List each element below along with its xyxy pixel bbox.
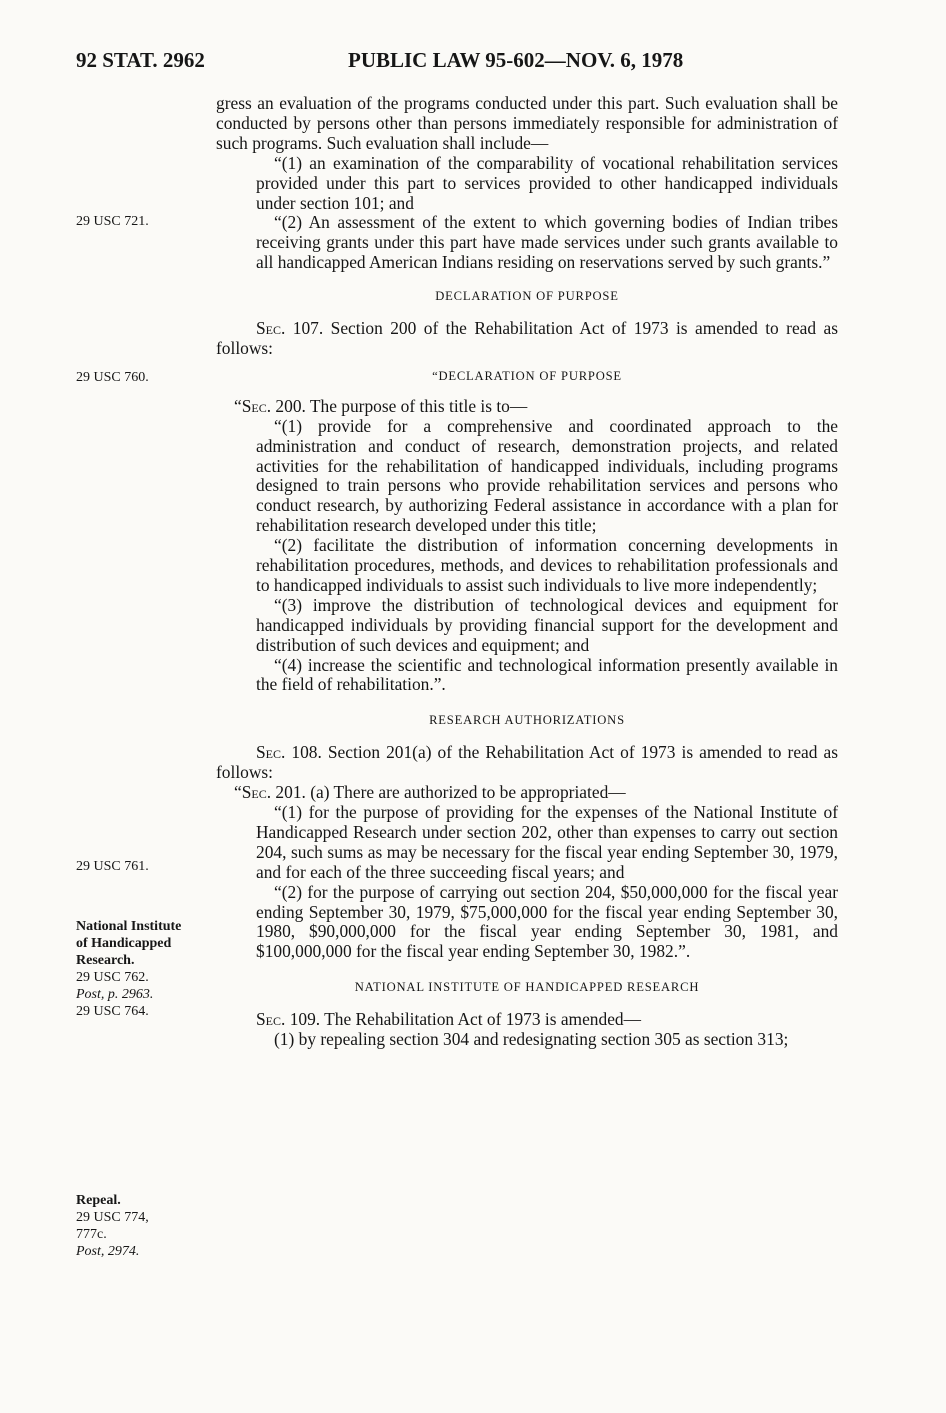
paragraph-evaluation: gress an evaluation of the programs conducted under this part. Such evaluation shall be conducted by persons other than persons immediately responsible for administration of such programs. Such evaluation shall include—	[216, 93, 838, 153]
section-label: “Sec.	[234, 782, 272, 803]
margin-note-national-institute	[76, 918, 181, 1020]
section-text: 201. (a) There are authorized to be appropriated—	[271, 782, 626, 803]
heading-declaration-of-purpose: DECLARATION OF PURPOSE	[435, 289, 619, 304]
section-text: 107. Section 200 of the Rehabilitation Act of 1973 is amended to read as follows:	[216, 318, 838, 358]
margin-line: 29 USC 764.	[76, 1004, 149, 1019]
page-header	[0, 40, 946, 80]
heading-national-institute: NATIONAL INSTITUTE OF HANDICAPPED RESEARCH	[354, 980, 700, 995]
section-text: 109. The Rehabilitation Act of 1973 is amended—	[285, 1009, 642, 1030]
margin-line: Post, p. 2963.	[76, 987, 154, 1002]
margin-line: Repeal.	[76, 1193, 121, 1208]
paragraph-purpose-1: “(1) provide for a comprehensive and coordinated approach to the administration and conduct of research, demonstration projects, and related activities for the rehabilitation of handicapped individuals, including programs designed to train persons who provide rehabilitation services and persons who conduct research, by authorizing Federal assistance in accordance with a plan for rehabilitation research developed under this title;	[256, 415, 838, 536]
paragraph-repeal: (1) by repealing section 304 and redesignating section 305 as section 313;	[274, 1029, 789, 1050]
margin-note-29-usc-761: 29 USC 761.	[76, 859, 149, 874]
margin-line: 29 USC 774,	[76, 1210, 149, 1225]
section-label: Sec.	[256, 742, 286, 763]
public-law-title: PUBLIC LAW 95-602—NOV. 6, 1978	[348, 48, 684, 72]
section-label: Sec.	[256, 1009, 286, 1030]
margin-line: Research.	[76, 953, 135, 968]
paragraph-comparability: “(1) an examination of the comparability of vocational rehabilitation services provided under this part to services provided to other handicapped individuals under section 101; and	[256, 152, 838, 213]
section-label: Sec.	[256, 318, 286, 339]
margin-line: National Institute	[76, 919, 182, 934]
section-text: 200. The purpose of this title is to—	[271, 395, 528, 416]
paragraph-purpose-4: “(4) increase the scientific and technological information presently available in the field of rehabilitation.”.	[256, 654, 838, 695]
margin-line: 777c.	[76, 1227, 107, 1242]
margin-line: of Handicapped	[76, 936, 172, 951]
paragraph-authorization-1: “(1) for the purpose of providing for the expenses of the National Institute of Handicapped Research under section 202, other than expenses to carry out section 204, such sums as may be necessary for the fiscal year ending September 30, 1979, and for each of the three succeeding fiscal years; and	[256, 802, 838, 882]
margin-note-29-usc-760: 29 USC 760.	[76, 370, 149, 385]
section-108	[216, 743, 838, 783]
paragraph-assessment: “(2) An assessment of the extent to which governing bodies of Indian tribes receiving grants under this part have made services under such grants available to all handicapped American Indians residing on reservations served by such grants.”	[256, 212, 838, 273]
section-text: 108. Section 201(a) of the Rehabilitation Act of 1973 is amended to read as follows:	[216, 742, 838, 783]
section-107	[216, 319, 838, 359]
margin-line: 29 USC 762.	[76, 970, 149, 985]
margin-note-repeal	[76, 1192, 149, 1260]
margin-note-29-usc-721: 29 USC 721.	[76, 214, 149, 229]
paragraph-purpose-2: “(2) facilitate the distribution of information concerning developments in rehabilitation procedures, methods, and devices to rehabilitation professionals and to handicapped individuals to assist such individuals to live more independently;	[256, 535, 838, 595]
heading-quoted-declaration: “DECLARATION OF PURPOSE	[432, 368, 622, 383]
heading-research-authorizations: RESEARCH AUTHORIZATIONS	[429, 713, 625, 728]
section-109	[216, 1010, 838, 1030]
paragraph-purpose-3: “(3) improve the distribution of technological devices and equipment for handicapped individuals by providing financial support for the development and distribution of such devices and equipment; and	[256, 594, 838, 655]
paragraph-authorization-2: “(2) for the purpose of carrying out section 204, $50,000,000 for the fiscal year ending September 30, 1979, $75,000,000 for the fiscal year ending September 30, 1980, $90,000,000 for the fiscal year ending September 30, 1981, and $100,000,000 for the fiscal year ending September 30, 1982.”.	[256, 881, 838, 962]
section-201	[216, 783, 838, 803]
section-200	[216, 397, 838, 417]
statute-page-number: 92 STAT. 2962	[76, 48, 205, 72]
margin-line: Post, 2974.	[76, 1244, 140, 1259]
statute-body	[216, 94, 838, 1050]
section-label: “Sec.	[234, 395, 272, 416]
